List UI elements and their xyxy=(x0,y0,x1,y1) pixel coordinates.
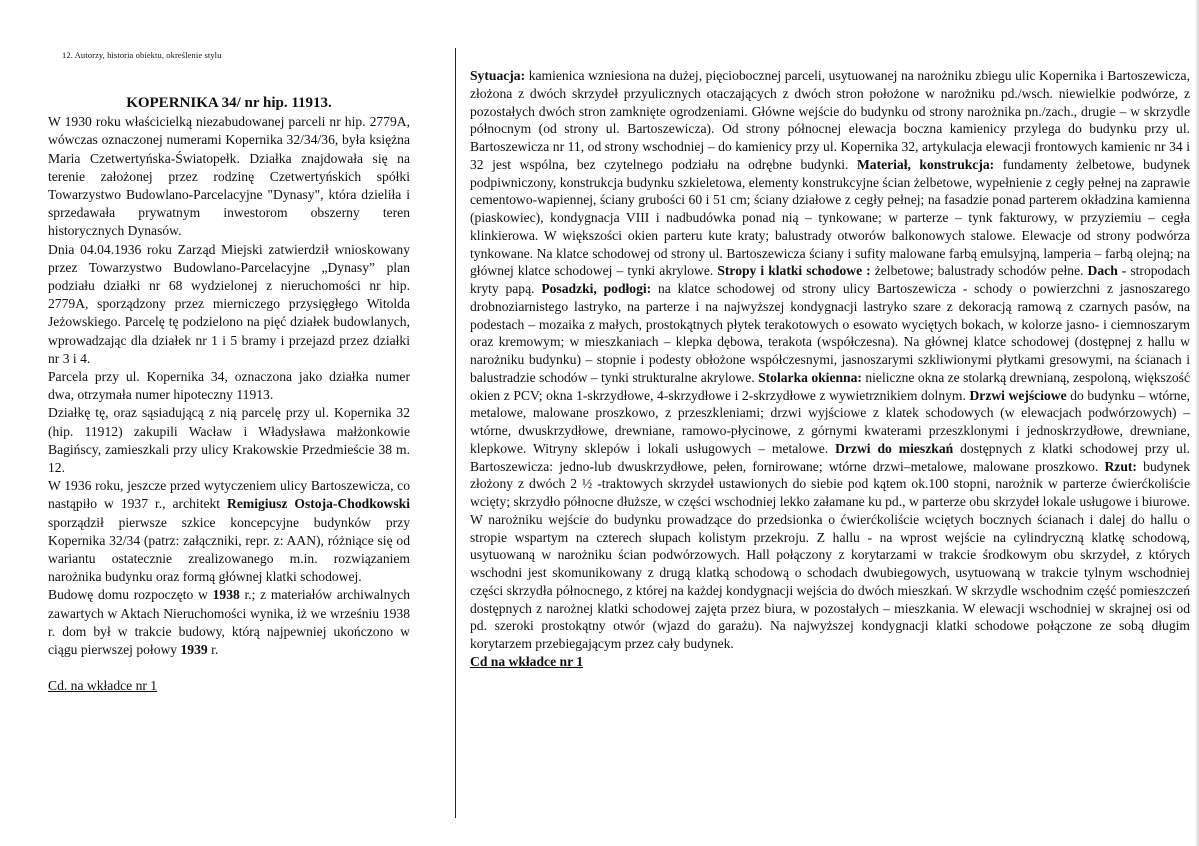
bold-run: 1938 xyxy=(212,587,240,603)
text-run: Parcela przy ul. Kopernika 34, oznaczona jako działka numer dwa, otrzymała numer hipoteczny 11913. xyxy=(48,369,410,403)
text-run: nieliczne okna ze stolarką drewnianą, zespoloną, większość okien z PCV; okna 1-skrzydłowe, 4-skrzydłowe i 2-skrzydłowe z wywietrznikiem dolnym. xyxy=(470,369,1190,403)
left-paragraph xyxy=(48,368,410,404)
bold-run: Rzut: xyxy=(1104,458,1137,474)
right-paragraph xyxy=(470,67,1190,653)
text-run: r.; z materiałów archiwalnych zawartych w Aktach Nieruchomości wynika, iż we wrześniu 1938 r. dom był w trakcie budowy, którą najpewniej ukończono w ciągu pierwszej połowy xyxy=(48,587,410,658)
history-text xyxy=(48,113,410,659)
continued-note-left[interactable]: Cd. na wkładce nr 1 xyxy=(48,678,158,694)
text-run: fundamenty żelbetowe, budynek podpiwniczony, konstrukcja budynku szkieletowa, elementy konstrukcyjne ścian żelbetowe, wypełnienie z cegły pełnej na zaprawie cementowo-wapiennej, ściany grubości 60 i 51 cm; ściany działowe z cegły pełnej; na fasadzie ponad parterem okładzina kamienna (piaskowiec), kondygnacja VIII i nadbudówka ponad nią – tynkowane; w parterze – tynk fakturowy, w przyziemiu – cegła klinkierowa. W większości okien parteru kute kraty; balustrady otworów balkonowych stalowe. Elewacje od strony podwórza tynkowane. Na klatce schodowej od strony ul. Bartoszewicza ściany i sufity malowane farbą emulsyjną, lamperia – farbą olejną; na głównej klatce schodowej – tynki akrylowe. xyxy=(470,156,1190,279)
text-run: Dnia 04.04.1936 roku Zarząd Miejski zatwierdził wnioskowany przez Towarzystwo Budowlano-Parcelacyjne „Dynasy” plan podziału działki nr 68 wydzielonej z nieruchomości nr hip. 2779A, sporządzony przez mierniczego przysięgłego Witolda Jeżowskiego. Parcelę tę podzielono na pięć działek budowlanych, wprowadzając dla działek nr 1 i 5 bramy i przejazd przez działki nr 3 i 4. xyxy=(48,241,410,366)
text-run: Działkę tę, oraz sąsiadującą z nią parcelę przy ul. Kopernika 32 (hip. 11912) zakupili Wacław i Władysława małżonkowie Bagińscy, zamieszkali przy ulicy Krakowskie Przedmieście 38 m. 12. xyxy=(48,405,410,476)
bold-run: Drzwi wejściowe xyxy=(969,387,1067,403)
text-run: r. xyxy=(207,642,219,658)
text-run: sporządził pierwsze szkice koncepcyjne budynków przy Kopernika 32/34 (patrz: załączniki, repr. z: AAN), różniące się od wariantu ostatecznie zrealizowanego m.in. rozwiązaniem narożnika budynku oraz formą głównej klatki schodowej. xyxy=(48,514,410,585)
text-run: stropodach kryty papą. xyxy=(470,263,1191,296)
text-run: na klatce schodowej od strony ulicy Bartoszewicza - schody o powierzchni z jasnoszarego drobnoziarnistego lastryko, na parterze i na najwyższej kondygnacji lastryko szare z dekoracją ramową z czarnych pasów, na podestach – mozaika z małych, prostokątnych płytek terakotowych o esowato wyciętych bokach, w kolorze jasno- i ciemnoszarym oraz kremowym; w mieszkaniach – klepka dębowa, terakota (współczesna). Na głównej klatce schodowej (dostępnej z hallu w narożniku budynku) – stopnie i podesty obłożone współczesnymi, jasnoszarymi szkliwionymi płytkami gresowymi, na ścianach i balustradzie schodów – tynki strukturalne akrylowe. xyxy=(470,281,1190,385)
bold-run: Dach - xyxy=(1087,263,1127,279)
column-divider xyxy=(455,48,456,818)
left-paragraph xyxy=(48,477,410,586)
right-column xyxy=(470,67,1190,671)
bold-run: Stolarka okienna: xyxy=(758,369,862,385)
description-text xyxy=(470,67,1190,653)
left-paragraph xyxy=(48,241,410,368)
text-run: W 1930 roku właścicielką niezabudowanej parceli nr hip. 2779A, wówczas oznaczonej numerami Kopernika 32/34/36, była księżna Maria Czetwertyńska-Światopełk. Działka znajdowała się na terenie założonej przez rodzinę Czetwertyńskich spółki Towarzystwo Budowlano-Parcelacyjne "Dynasy", która dzieliła i sprzedawała prywatnym inwestorom obszerny teren historycznych Dynasów. xyxy=(48,114,410,239)
bold-run: Stropy i klatki schodowe : xyxy=(717,263,871,279)
left-column xyxy=(48,94,410,696)
text-run: kamienica wzniesiona na dużej, pięciobocznej parceli, usytuowanej na narożniku zbiegu ulic Kopernika i Bartoszewicza, złożona z dwóch skrzydeł przyulicznych otaczających z dwóch stron położone w narożniku pd./wsch. niewielkie podwórze, z pozostałych dwóch stron zamknięte ogrodzeniami. Główne wejście do budynku od strony narożnika pn./zach., drugie – w skrzydle północnym (od strony ul. Bartoszewicza). Od strony północnej elewacja boczna kamienicy przylega do budynku przy ul. Bartoszewicza nr 11, od strony wschodniej – do kamienicy przy ul. Kopernika 32, artykulacja elewacji frontowych kamienic nr 34 i 32 jest wspólna, bez czytelnego podziału na odrębne budynki. xyxy=(470,68,1190,172)
left-paragraph xyxy=(48,404,410,477)
text-run: dostępnych z klatki schodowej przy ul. Bartoszewicza: jedno-lub dwuskrzydłowe, pełen, fornirowane; wtórne drzwi–metalowe, malowane proszkowo. xyxy=(470,440,1190,474)
left-paragraph xyxy=(48,586,410,659)
bold-run: Posadzki, podłogi: xyxy=(541,281,652,296)
text-run: do budynku – wtórne, metalowe, malowane proszkowo, z przeszkleniami; drzwi wyjściowe z klatek schodowych (w elewacjach podwórzowych) – wtórne, dwuskrzydłowe, drewniane, ramowo-płycinowe, z górnymi kwaterami przeszklonymi i jednoskrzydłowe, drewniane, klepkowe. Witryny sklepów i lokali usługowych – metalowe. xyxy=(470,387,1190,456)
text-run: W 1936 roku, jeszcze przed wytyczeniem ulicy Bartoszewicza, co nastąpiło w 1937 r., architekt xyxy=(48,478,410,512)
section-header: 12. Autorzy, historia obiektu, określenie stylu xyxy=(62,50,222,60)
bold-run: Materiał, konstrukcja: xyxy=(856,156,995,172)
text-run: budynek złożony z dwóch 2 ½ -traktowych skrzydeł ustawionych do siebie pod kątem ok.100 stopni, narożnik w parterze ćwierćkoliście wcięty; skrzydło północne dłuższe, w części wschodniej lekko załamane ku pd., w parterze obu skrzydeł lokale usługowe i biurowe. W narożniku wejście do budynku prowadzące do przedsionka o ćwierćkoliście wciętych bocznych ścianach i dalej do hallu o stropie wspartym na czterech słupach kolistym przekroju. Z hallu - na wprost wejście na cylindryczną klatkę schodową, usytuowaną w narożniku ścian podwórzowych. Hall połączony z korytarzami w trakcie środkowym obu skrzydeł, z których wschodni jest skomunikowany z drugą klatką schodową o schodach dwubiegowych, usytuowaną w trakcie tylnym wschodniej części skrzydła północnego, z której na każdej kondygnacji wejścia do dwóch mieszkań. W skrzydle wschodnim część pomieszczeń dostępnych z narożnej klatki schodowej zajęta przez biura, w pozostałych – mieszkania. W elewacji wschodniej w skrajnej osi od pd. szeroki prostokątny otwór (wjazd do garażu). Na najwyższej kondygnacji klatki schodowe połączone ze sobą długim korytarzem przebiegającym przez cały budynek. xyxy=(470,458,1190,651)
document-title: KOPERNIKA 34/ nr hip. 11913. xyxy=(126,95,332,111)
text-run: Budowę domu rozpoczęto w xyxy=(48,587,213,603)
bold-run: Drzwi do mieszkań xyxy=(835,440,954,456)
bold-run: Sytuacja: xyxy=(470,68,526,83)
bold-run: 1939 xyxy=(180,642,208,658)
scan-edge xyxy=(1195,0,1199,846)
continued-note-right[interactable]: Cd na wkładce nr 1 xyxy=(470,653,584,669)
bold-run: Remigiusz Ostoja-Chodkowski xyxy=(227,496,410,512)
left-paragraph xyxy=(48,113,410,240)
text-run: żelbetowe; balustrady schodów pełne. xyxy=(870,263,1088,279)
